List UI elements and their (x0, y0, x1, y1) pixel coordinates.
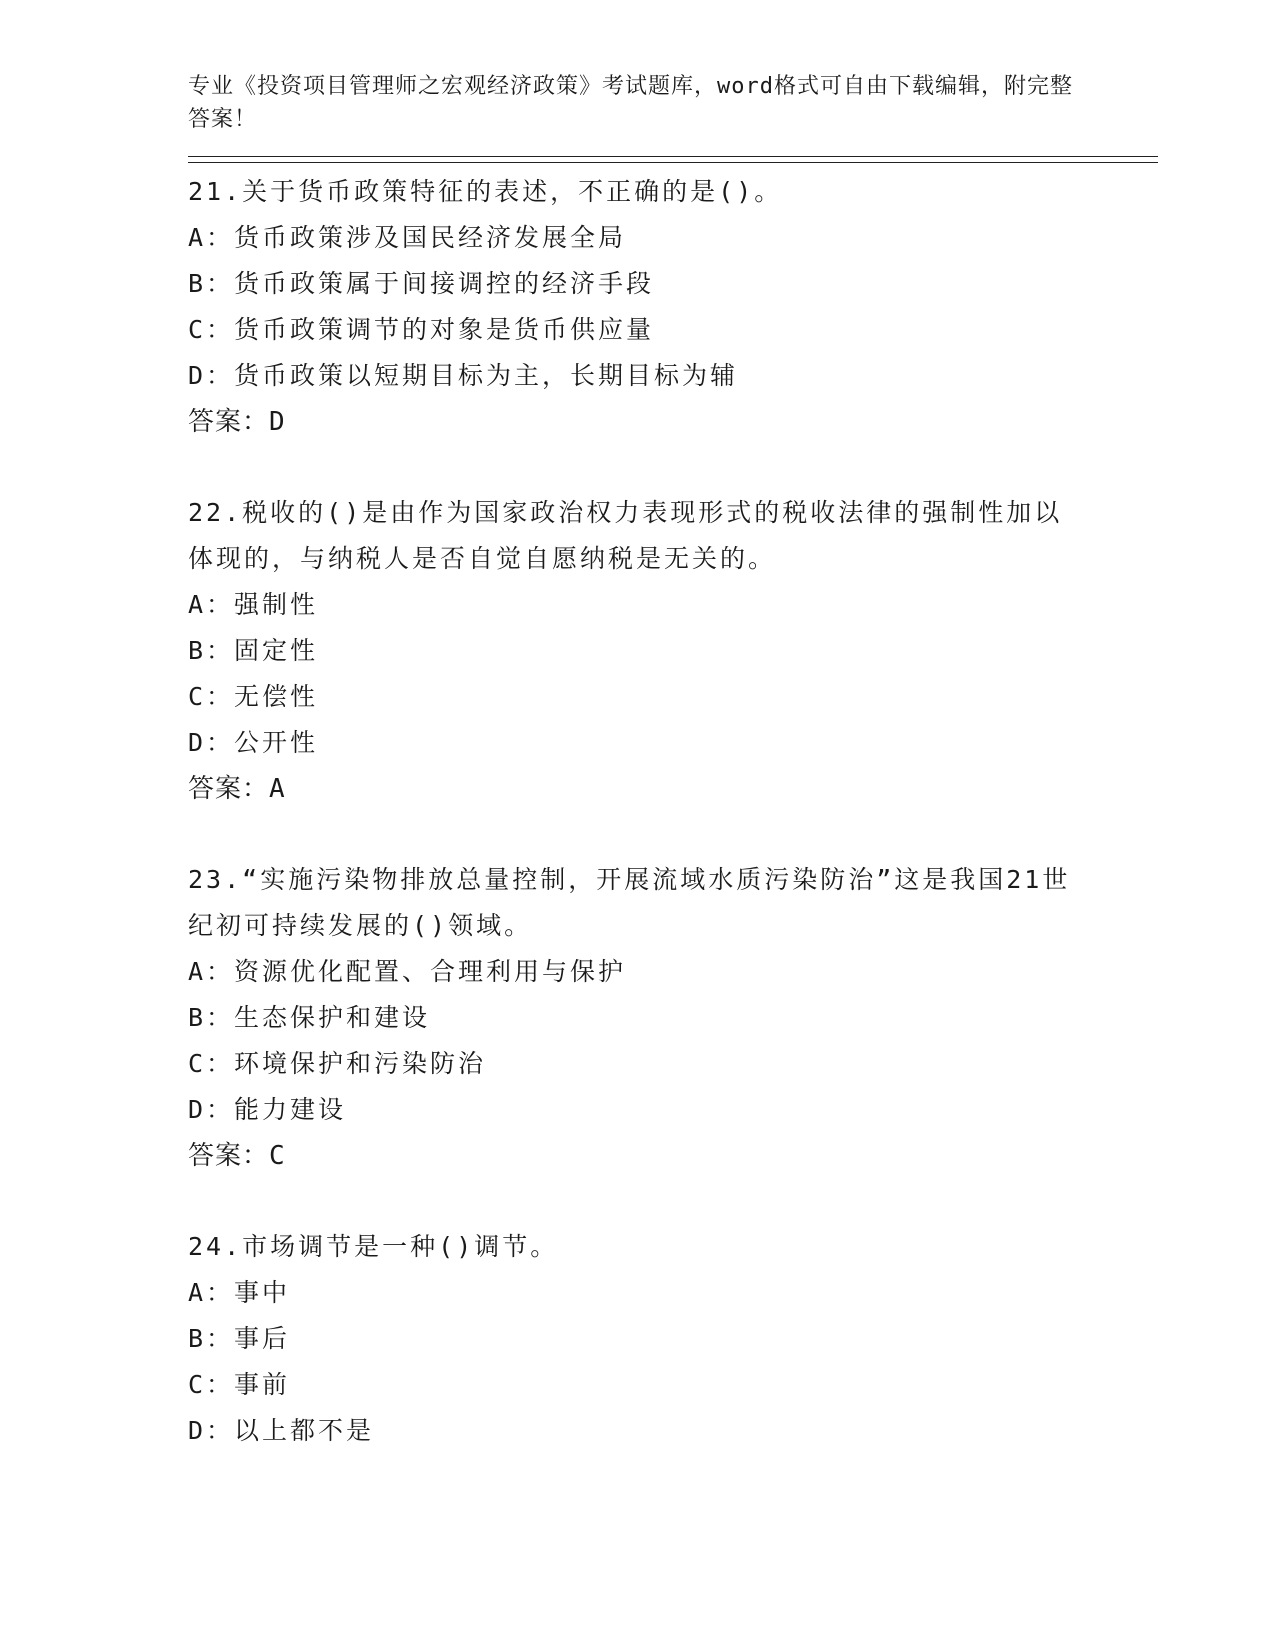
option-a: A：资源优化配置、合理利用与保护 (188, 957, 627, 986)
option-b: B：固定性 (188, 636, 319, 665)
answer-line: 答案：D (188, 407, 286, 437)
option-d: D：公开性 (188, 728, 319, 757)
option-c: C：环境保护和污染防治 (188, 1049, 487, 1078)
option-b: B：货币政策属于间接调控的经济手段 (188, 269, 655, 298)
question-23 (188, 857, 1158, 1179)
question-22 (188, 490, 1158, 812)
header-double-rule (188, 156, 1158, 163)
option-d: D：以上都不是 (188, 1416, 375, 1445)
option-b: B：生态保护和建设 (188, 1003, 431, 1032)
option-a: A：货币政策涉及国民经济发展全局 (188, 223, 627, 252)
option-a: A：事中 (188, 1278, 291, 1307)
option-d: D：货币政策以短期目标为主，长期目标为辅 (188, 361, 739, 390)
option-b: B：事后 (188, 1324, 291, 1353)
question-stem: 23.“实施污染物排放总量控制，开展流域水质污染防治”这是我国21世纪初可持续发展的()领域。 (188, 865, 1071, 940)
option-c: C：货币政策调节的对象是货币供应量 (188, 315, 655, 344)
option-a: A：强制性 (188, 590, 319, 619)
question-stem: 24.市场调节是一种()调节。 (188, 1232, 559, 1261)
question-24 (188, 1224, 1158, 1454)
answer-line: 答案：A (188, 774, 286, 804)
option-c: C：无偿性 (188, 682, 319, 711)
question-21 (188, 169, 1158, 445)
option-d: D：能力建设 (188, 1095, 347, 1124)
document-page (188, 70, 1158, 1454)
question-stem: 21.关于货币政策特征的表述，不正确的是()。 (188, 177, 783, 206)
option-c: C：事前 (188, 1370, 291, 1399)
question-stem: 22.税收的()是由作为国家政治权力表现形式的税收法律的强制性加以体现的，与纳税人是否自觉自愿纳税是无关的。 (188, 498, 1063, 573)
answer-line: 答案：C (188, 1141, 286, 1171)
document-header: 专业《投资项目管理师之宏观经济政策》考试题库，word格式可自由下载编辑，附完整答案！ (188, 74, 1073, 132)
